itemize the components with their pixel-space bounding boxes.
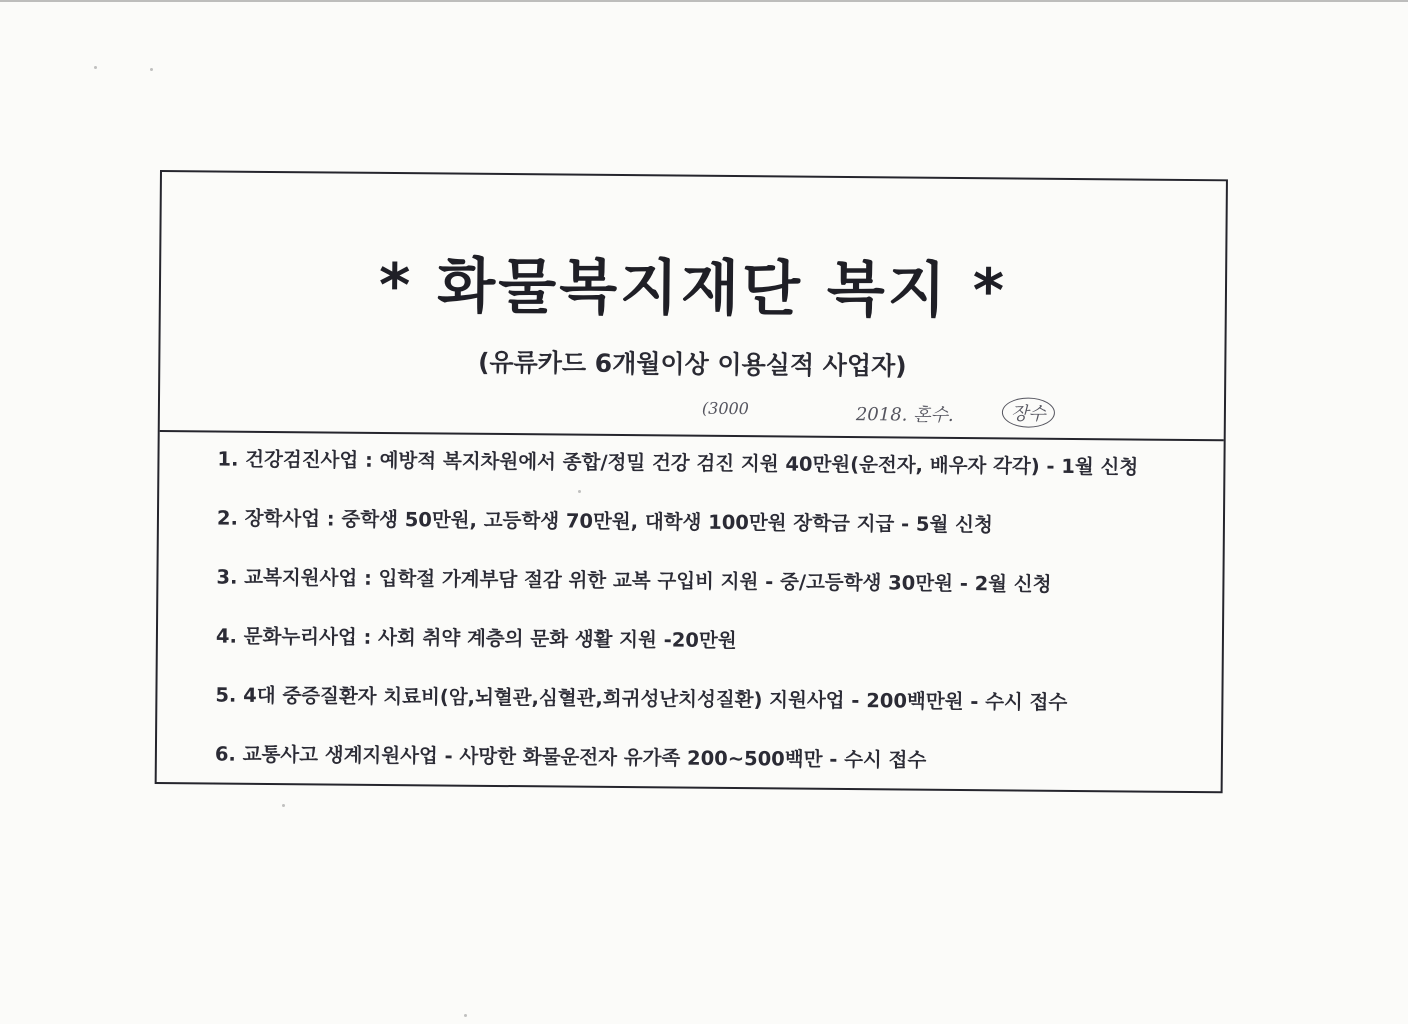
document-title: * 화물복지재단 복지 * <box>378 250 1008 327</box>
list-item: 1. 건강검진사업 : 예방적 복지차원에서 종합/정밀 건강 검진 지원 40만원(운전자, 배우자 각각) - 1월 신청 <box>217 447 1139 479</box>
handwritten-note: (3000 <box>701 398 749 419</box>
list-item: 2. 장학사업 : 중학생 50만원, 고등학생 70만원, 대학생 100만원 장학금 지급 - 5월 신청 <box>216 506 993 537</box>
scan-speck <box>464 1014 467 1017</box>
welfare-program-list <box>215 445 1139 807</box>
handwritten-note: 2018. 혼수. <box>855 404 954 426</box>
list-item: 4. 문화누리사업 : 사회 취약 계층의 문화 생활 지원 -20만원 <box>215 624 737 653</box>
document-subtitle: (유류카드 6개월이상 이용실적 사업자) <box>477 347 907 381</box>
scan-edge <box>0 0 1408 2</box>
handwritten-note-circled: 장수 <box>1002 397 1055 427</box>
document-frame <box>155 170 1228 793</box>
list-item: 6. 교통사고 생계지원사업 - 사망한 화물운전자 유가족 200~500백만 - 수시 접수 <box>214 742 927 772</box>
list-item: 5. 4대 중증질환자 치료비(암,뇌혈관,심혈관,희귀성난치성질환) 지원사업 - 200백만원 - 수시 접수 <box>215 683 1068 714</box>
list-item: 3. 교복지원사업 : 입학절 가계부담 절감 위한 교복 구입비 지원 - 중/고등학생 30만원 - 2월 신청 <box>216 565 1052 596</box>
scan-speck <box>94 66 97 69</box>
scan-speck <box>282 804 285 807</box>
scan-speck <box>150 68 153 71</box>
header-panel <box>160 172 1226 441</box>
